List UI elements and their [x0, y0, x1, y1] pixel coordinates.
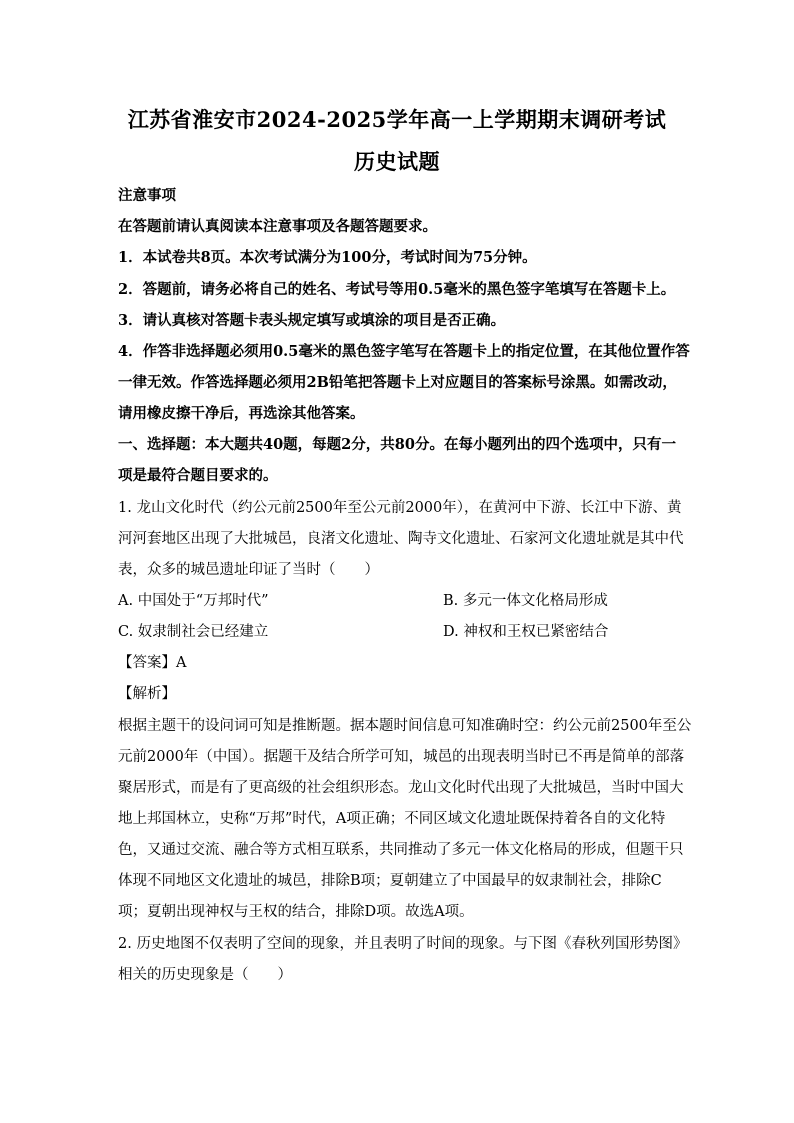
analysis-text: 聚居形式，而是有了更高级的社会组织形态。龙山文化时代出现了大批城邑，当时中国大 — [118, 780, 684, 796]
question-text: 2. 历史地图不仅表明了空间的现象，并且表明了时间的现象。与下图《春秋列国形势图》 — [118, 936, 688, 952]
option-a: A. 中国处于“万邦时代” — [118, 593, 269, 609]
option-d: D. 神权和王权已紧密结合 — [443, 624, 609, 640]
option-b: B. 多元一体文化格局形成 — [443, 593, 608, 609]
section-heading: 一、选择题：本大题共40题，每题2分，共80分。在每小题列出的四个选项中，只有一 — [118, 436, 676, 453]
analysis-text: 色，又通过交流、融合等方式相互联系，共同推动了多元一体文化格局的形成，但题干只 — [118, 842, 684, 858]
question-text: 河河套地区出现了大批城邑，良渚文化遗址、陶寺文化遗址、石家河文化遗址就是其中代 — [118, 531, 684, 547]
notice-item: 3．请认真核对答题卡表头规定填写或填涂的项目是否正确。 — [118, 312, 506, 329]
exam-subtitle: 历史试题 — [354, 149, 440, 174]
notice-intro: 在答题前请认真阅读本注意事项及各题答题要求。 — [118, 218, 437, 235]
question-text: 1. 龙山文化时代（约公元前2500年至公元前2000年），在黄河中下游、长江中下游、黄 — [118, 500, 682, 516]
question-text: 表，众多的城邑遗址印证了当时（ ） — [118, 562, 379, 578]
option-c: C. 奴隶制社会已经建立 — [118, 624, 269, 640]
analysis-text: 体现不同地区文化遗址的城邑，排除B项；夏朝建立了中国最早的奴隶制社会，排除C — [118, 873, 662, 889]
answer-label: 【答案】A — [118, 655, 187, 671]
analysis-text: 地上邦国林立，史称“万邦”时代，A项正确；不同区域文化遗址既保持着各自的文化特 — [118, 811, 666, 827]
notice-item: 请用橡皮擦干净后，再选涂其他答案。 — [118, 405, 365, 422]
notice-item: 4．作答非选择题必须用0.5毫米的黑色签字笔写在答题卡上的指定位置，在其他位置作答 — [118, 343, 690, 360]
notice-item: 一律无效。作答选择题必须用2B铅笔把答题卡上对应题目的答案标号涂黑。如需改动， — [118, 374, 677, 391]
question-text: 相关的历史现象是（ ） — [118, 967, 292, 983]
notice-item: 2．答题前，请务必将自己的姓名、考试号等用0.5毫米的黑色签字笔填写在答题卡上。 — [118, 281, 676, 298]
notice-heading: 注意事项 — [118, 187, 176, 204]
exam-title: 江苏省淮安市2024-2025学年高一上学期期末调研考试 — [127, 107, 667, 132]
analysis-label: 【解析】 — [118, 686, 176, 702]
section-heading: 项是最符合题目要求的。 — [118, 467, 278, 484]
analysis-text: 项；夏朝出现神权与王权的结合，排除D项。故选A项。 — [118, 904, 474, 920]
analysis-text: 元前2000年（中国）。据题干及结合所学可知，城邑的出现表明当时已不再是简单的部落 — [118, 749, 685, 765]
analysis-text: 根据主题干的设问词可知是推断题。据本题时间信息可知准确时空：约公元前2500年至公 — [118, 718, 692, 734]
notice-item: 1．本试卷共8页。本次考试满分为100分，考试时间为75分钟。 — [118, 249, 537, 266]
